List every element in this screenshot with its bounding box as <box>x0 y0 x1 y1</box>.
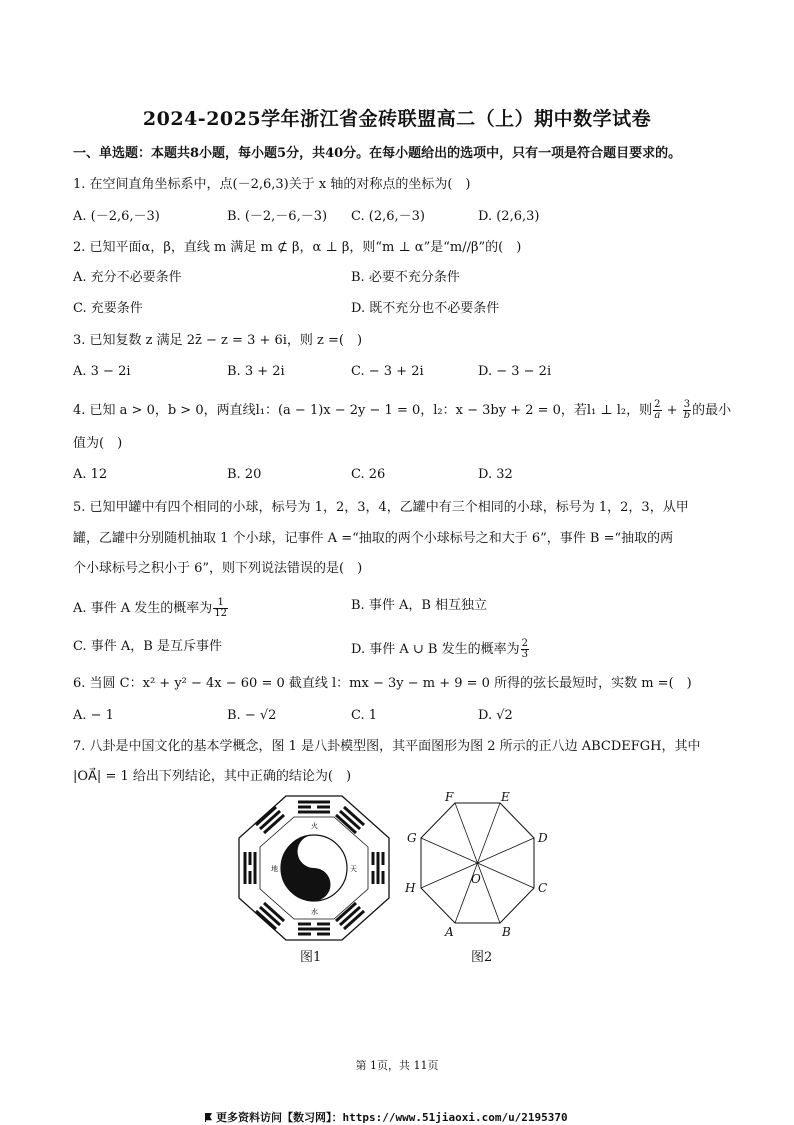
page-title: 2024-2025学年浙江省金砖联盟高二（上）期中数学试卷 <box>142 108 652 130</box>
question-3-option-b: B. 3 + 2i <box>227 364 285 379</box>
figure-2-caption: 图2 <box>471 950 493 965</box>
question-6-option-c: C. 1 <box>351 708 378 723</box>
question-7-stem-line2: |OA⃗| = 1 给出下列结论，其中正确的结论为( ) <box>73 769 352 784</box>
page-footer: 第 1页，共 11页 <box>355 1059 439 1072</box>
question-4-option-b: B. 20 <box>227 467 262 482</box>
trigram-char: 水 <box>311 908 318 916</box>
question-4-stem <box>73 400 731 421</box>
yin-yang-icon <box>281 835 347 901</box>
trigram-char: 地 <box>271 865 278 873</box>
denominator: 3 <box>521 649 528 660</box>
question-5-stem-line3: 个小球标号之积小于 6”，则下列说法错误的是( ) <box>73 561 363 576</box>
vertex-label: E <box>501 790 510 804</box>
octagon-figure <box>398 788 558 938</box>
promo-text: 更多资料访问【数习网】：https://www.51jiaoxi.com/u/2195370 <box>216 1111 568 1124</box>
question-6-option-b: B. − √2 <box>227 708 277 723</box>
fraction <box>683 400 691 421</box>
question-5-option-d <box>351 639 530 660</box>
question-4-stem-line2: 值为( ) <box>73 436 123 451</box>
question-7-stem-line1: 7. 八卦是中国文化的基本学概念，图 1 是八卦模型图，其平面图形为图 2 所示的正八边 ABCDEFGH，其中 <box>73 739 701 754</box>
question-5-option-a <box>73 598 229 619</box>
numerator: 2 <box>654 399 661 410</box>
center-label: O <box>471 872 481 886</box>
vertex-label: G <box>407 831 417 845</box>
vertex-label: C <box>538 881 548 895</box>
numerator: 2 <box>521 638 528 649</box>
denominator: b <box>683 410 691 421</box>
question-1-option-d: D. (2,6,3) <box>478 209 540 224</box>
question-4-option-d: D. 32 <box>478 467 513 482</box>
figure-1-caption: 图1 <box>300 950 322 965</box>
vertex-label: H <box>405 881 416 895</box>
question-5-option-c: C. 事件 A，B 是互斥事件 <box>73 639 222 654</box>
question-3-option-a: A. 3 − 2i <box>73 364 131 379</box>
option-text: D. 事件 A ∪ B 发生的概率为 <box>351 642 520 657</box>
question-4-option-c: C. 26 <box>351 467 386 482</box>
bagua-figure <box>238 795 390 941</box>
denominator: a <box>654 410 661 421</box>
fraction <box>213 598 228 619</box>
fraction <box>653 400 661 421</box>
promo-link[interactable] <box>205 1109 568 1125</box>
numerator: 1 <box>213 598 228 609</box>
trigram-char: 火 <box>311 822 318 830</box>
question-2-option-a: A. 充分不必要条件 <box>73 270 182 285</box>
question-4-option-a: A. 12 <box>73 467 108 482</box>
question-2-stem: 2. 已知平面α，β，直线 m 满足 m ⊄ β，α ⊥ β，则“m ⊥ α”是“m//β”的( ) <box>73 240 522 255</box>
question-3-option-c: C. − 3 + 2i <box>351 364 424 379</box>
question-3-stem: 3. 已知复数 z 满足 2z̄ − z = 3 + 6i，则 z =( ) <box>73 333 363 348</box>
question-1-option-c: C. (2,6,－3) <box>351 209 425 224</box>
question-5-option-b: B. 事件 A，B 相互独立 <box>351 598 488 613</box>
question-3-option-d: D. − 3 − 2i <box>478 364 552 379</box>
vertex-label: F <box>445 790 454 804</box>
question-4-stem-text: 4. 已知 a > 0，b > 0，两直线l₁：(a − 1)x − 2y − 1 = 0，l₂：x − 3by + 2 = 0，若l₁ ⊥ l₂，则 <box>73 403 653 418</box>
question-2-option-b: B. 必要不充分条件 <box>351 270 460 285</box>
flag-icon <box>205 1113 212 1122</box>
vertex-label: A <box>445 925 454 938</box>
question-6-stem: 6. 当圆 C：x² + y² − 4x − 60 = 0 截直线 l：mx − 3y − m + 9 = 0 所得的弦长最短时，实数 m =( ) <box>73 676 692 691</box>
question-6-option-a: A. − 1 <box>73 708 114 723</box>
vertex-label: B <box>502 925 511 938</box>
trigram-char: 天 <box>350 865 357 873</box>
vertex-label: D <box>538 831 548 845</box>
question-1-option-a: A. (－2,6,－3) <box>73 209 160 224</box>
question-2-option-d: D. 既不充分也不必要条件 <box>351 301 500 316</box>
denominator: 12 <box>214 608 228 619</box>
numerator: 3 <box>683 399 691 410</box>
question-5-stem-line2: 罐，乙罐中分别随机抽取 1 个小球，记事件 A =“抽取的两个小球标号之和大于 6”，事件 B =“抽取的两 <box>73 531 674 546</box>
question-6-option-d: D. √2 <box>478 708 513 723</box>
option-text: A. 事件 A 发生的概率为 <box>73 601 213 616</box>
question-1-stem: 1. 在空间直角坐标系中，点(－2,6,3)关于 x 轴的对称点的坐标为( ) <box>73 177 471 192</box>
section-heading-1: 一、单选题：本题共8小题，每小题5分，共40分。在每小题给出的选项中，只有一项是符合题目要求的。 <box>73 146 682 161</box>
fraction <box>521 639 529 660</box>
question-2-option-c: C. 充要条件 <box>73 301 143 316</box>
question-5-stem-line1: 5. 已知甲罐中有四个相同的小球，标号为 1，2，3，4，乙罐中有三个相同的小球，标号为 1，2，3，从甲 <box>73 500 689 515</box>
question-1-option-b: B. (－2,－6,－3) <box>227 209 328 224</box>
plus-sign: + <box>662 403 682 418</box>
question-4-stem-tail: 的最小 <box>692 403 732 418</box>
